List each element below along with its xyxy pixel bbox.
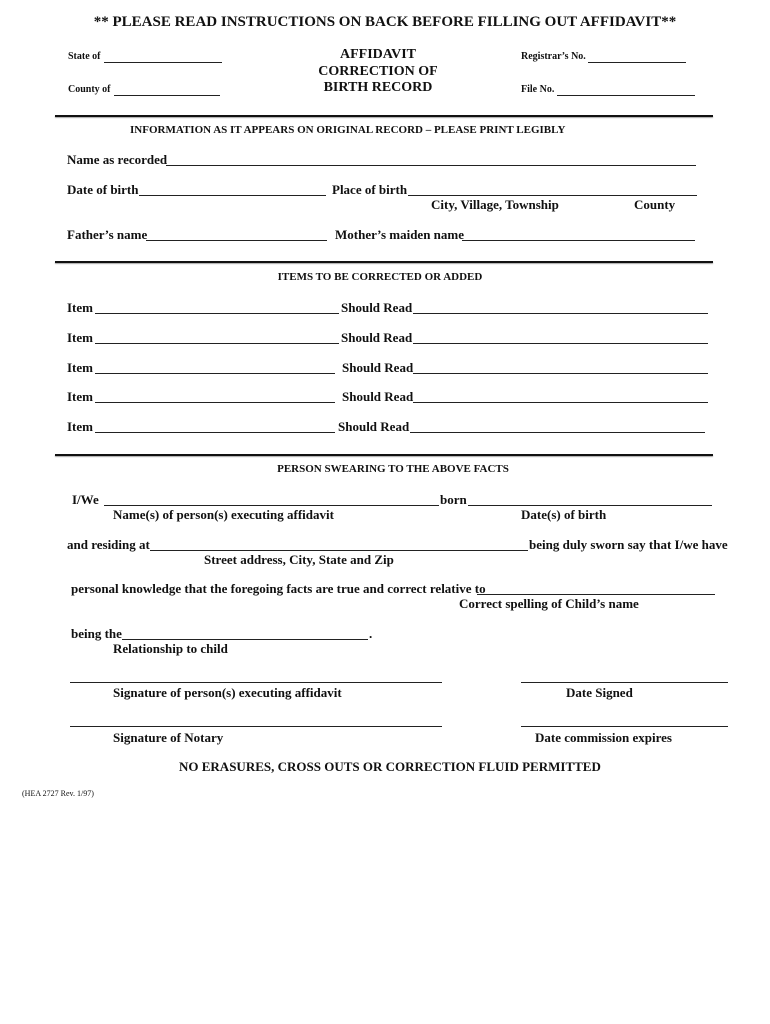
file-label: File No.: [521, 84, 555, 95]
should-read-label: Should Read: [342, 389, 414, 404]
item-label: Item: [67, 330, 93, 345]
iwe-label: I/We: [72, 492, 99, 507]
father-name-field[interactable]: [146, 226, 327, 241]
affiant-names-field[interactable]: [104, 491, 439, 506]
item-label: Item: [67, 419, 93, 434]
affiant-names-caption: Name(s) of person(s) executing affidavit: [113, 507, 334, 522]
should-read-field[interactable]: [413, 329, 708, 344]
knowledge-statement-text: personal knowledge that the foregoing facts are true and correct relative to: [71, 581, 486, 596]
date-of-birth-field[interactable]: [139, 181, 326, 196]
place-of-birth-label: Place of birth: [332, 182, 408, 197]
should-read-field[interactable]: [413, 388, 708, 403]
affiant-birth-dates-field[interactable]: [468, 491, 712, 506]
form-id: (HEA 2727 Rev. 1/97): [22, 789, 94, 798]
residence-address-field[interactable]: [150, 536, 528, 551]
affiant-signature-field[interactable]: [70, 668, 442, 683]
swearing-heading: PERSON SWEARING TO THE ABOVE FACTS: [277, 463, 509, 475]
item-field[interactable]: [95, 299, 339, 314]
item-field[interactable]: [95, 418, 335, 433]
county-label: County of: [68, 84, 111, 95]
form-title-line2: CORRECTION OF: [318, 64, 438, 79]
father-name-label: Father’s name: [67, 227, 148, 242]
item-label: Item: [67, 300, 93, 315]
date-signed-field[interactable]: [521, 668, 728, 683]
corrections-heading: ITEMS TO BE CORRECTED OR ADDED: [277, 271, 483, 283]
registrar-label: Registrar’s No.: [521, 51, 586, 62]
instructions-notice: ** PLEASE READ INSTRUCTIONS ON BACK BEFORE FILLING OUT AFFIDAVIT**: [93, 14, 677, 30]
residing-label: and residing at: [67, 537, 150, 552]
should-read-label: Should Read: [342, 360, 414, 375]
should-read-label: Should Read: [341, 300, 413, 315]
born-label: born: [440, 492, 467, 507]
section-divider: [55, 115, 713, 117]
name-recorded-field[interactable]: [166, 151, 696, 166]
place-county-caption: County: [634, 197, 676, 212]
county-field[interactable]: [114, 81, 220, 96]
item-label: Item: [67, 360, 93, 375]
notary-signature-field[interactable]: [70, 712, 442, 727]
erasure-warning: NO ERASURES, CROSS OUTS OR CORRECTION FLUID PERMITTED: [179, 759, 601, 774]
should-read-label: Should Read: [338, 419, 410, 434]
registrar-number-field[interactable]: [588, 48, 686, 63]
relationship-caption: Relationship to child: [113, 641, 228, 656]
should-read-field[interactable]: [413, 359, 708, 374]
should-read-label: Should Read: [341, 330, 413, 345]
original-record-heading: INFORMATION AS IT APPEARS ON ORIGINAL RECORD – PLEASE PRINT LEGIBLY: [130, 124, 566, 136]
item-field[interactable]: [95, 388, 335, 403]
mother-maiden-name-field[interactable]: [462, 226, 695, 241]
child-name-caption: Correct spelling of Child’s name: [459, 596, 639, 611]
sworn-statement-text: being duly sworn say that I/we have: [529, 537, 728, 552]
should-read-field[interactable]: [410, 418, 705, 433]
name-recorded-label: Name as recorded: [67, 152, 168, 167]
relationship-field[interactable]: [122, 625, 368, 640]
state-label: State of: [68, 51, 101, 62]
place-city-caption: City, Village, Township: [431, 197, 559, 212]
period-mark: .: [369, 626, 373, 641]
item-field[interactable]: [95, 329, 339, 344]
state-field[interactable]: [104, 48, 222, 63]
commission-expires-caption: Date commission expires: [535, 730, 672, 745]
birth-dates-caption: Date(s) of birth: [521, 507, 607, 522]
place-of-birth-field[interactable]: [408, 181, 697, 196]
form-title-line3: BIRTH RECORD: [323, 80, 433, 95]
child-name-field[interactable]: [477, 580, 715, 595]
form-title-line1: AFFIDAVIT: [340, 47, 416, 62]
item-field[interactable]: [95, 359, 335, 374]
affiant-signature-caption: Signature of person(s) executing affidavit: [113, 685, 342, 700]
section-divider: [55, 454, 713, 456]
being-the-label: being the: [71, 626, 122, 641]
file-number-field[interactable]: [557, 81, 695, 96]
commission-expires-field[interactable]: [521, 712, 728, 727]
date-signed-caption: Date Signed: [566, 685, 633, 700]
date-of-birth-label: Date of birth: [67, 182, 139, 197]
mother-maiden-name-label: Mother’s maiden name: [335, 227, 465, 242]
item-label: Item: [67, 389, 93, 404]
section-divider: [55, 261, 713, 263]
address-caption: Street address, City, State and Zip: [204, 552, 394, 567]
should-read-field[interactable]: [413, 299, 708, 314]
notary-signature-caption: Signature of Notary: [113, 730, 224, 745]
